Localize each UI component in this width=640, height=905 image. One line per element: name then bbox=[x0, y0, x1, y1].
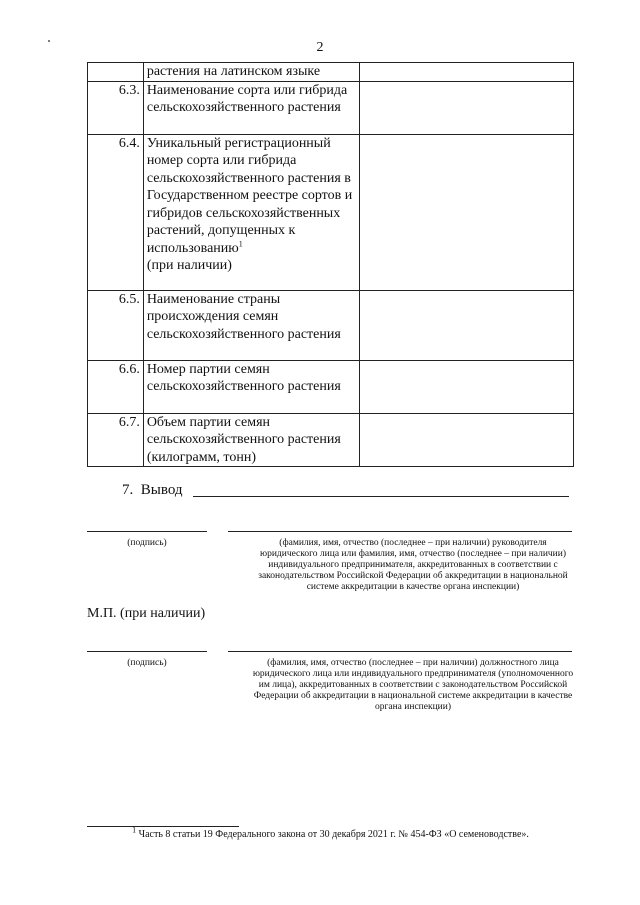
footnote-text: Часть 8 статьи 19 Федерального закона от 30 декабря 2021 г. № 454-ФЗ «О семеноводстве». bbox=[136, 829, 529, 840]
signature-caption: (подпись) bbox=[127, 538, 167, 548]
form-table bbox=[87, 62, 574, 467]
row-label: Наименование сорта или гибрида сельскохозяйственного растения bbox=[143, 81, 360, 134]
conclusion-label: Вывод bbox=[140, 482, 183, 498]
row-label: растения на латинском языке bbox=[143, 63, 360, 82]
table-row bbox=[88, 63, 574, 82]
row-value bbox=[360, 290, 574, 360]
name-line[interactable] bbox=[228, 531, 572, 532]
footnote-mark: 1 bbox=[132, 825, 137, 835]
conclusion-number: 7. bbox=[122, 482, 134, 498]
signature-line[interactable] bbox=[87, 531, 207, 532]
row-value bbox=[360, 134, 574, 290]
row-number: 6.3. bbox=[88, 81, 144, 134]
row-value bbox=[360, 360, 574, 413]
row-number: 6.5. bbox=[88, 290, 144, 360]
row-number: 6.7. bbox=[88, 413, 144, 467]
name-caption: (фамилия, имя, отчество (последнее – при наличии) руководителя юридического лица или фамилия, имя, отчество (последнее – при наличии) индивидуального предпринимателя, аккредитованных в соответствии с законодательством Российской Федерации об аккредитации в национальной системе аккредитации в качестве органа инспекции) bbox=[258, 538, 568, 592]
row-number: 6.6. bbox=[88, 360, 144, 413]
row-label: Наименование страны происхождения семян сельскохозяйственного растения bbox=[143, 290, 360, 360]
row-label-tail: (при наличии) bbox=[146, 258, 232, 273]
table-row bbox=[88, 134, 574, 290]
name-line[interactable] bbox=[228, 651, 572, 652]
row-label bbox=[143, 134, 360, 290]
row-number: 6.4. bbox=[88, 134, 144, 290]
row-label-text: Уникальный регистрационный номер сорта или гибрида сельскохозяйственного растения в Государственном реестре сортов и гибридов сельскохозяйственных растений, допущенных к использованию bbox=[146, 135, 353, 256]
footnote-mark: 1 bbox=[238, 238, 243, 248]
page-number: 2 bbox=[316, 40, 324, 55]
stamp-label: М.П. (при наличии) bbox=[87, 606, 206, 621]
signature-line[interactable] bbox=[87, 651, 207, 652]
footnote-separator bbox=[87, 826, 239, 827]
row-value bbox=[360, 413, 574, 467]
table-row bbox=[88, 413, 574, 467]
conclusion-input-line[interactable] bbox=[193, 496, 569, 497]
row-label: Номер партии семян сельскохозяйственного растения bbox=[143, 360, 360, 413]
row-value bbox=[360, 81, 574, 134]
table-row bbox=[88, 290, 574, 360]
name-caption: (фамилия, имя, отчество (последнее – при наличии) должностного лица юридического лица или индивидуального предпринимателя (уполномоченного им лица), аккредитованных в соответствии с законодательством Российской Федерации об аккредитации в национальной системе аккредитации в качестве органа инспекции) bbox=[252, 658, 574, 712]
signature-caption: (подпись) bbox=[127, 658, 167, 668]
footnote bbox=[87, 825, 574, 840]
conclusion bbox=[122, 482, 183, 499]
table-row bbox=[88, 360, 574, 413]
row-value bbox=[360, 63, 574, 82]
row-number bbox=[88, 63, 144, 82]
row-label: Объем партии семян сельскохозяйственного растения (килограмм, тонн) bbox=[143, 413, 360, 467]
table-row bbox=[88, 81, 574, 134]
